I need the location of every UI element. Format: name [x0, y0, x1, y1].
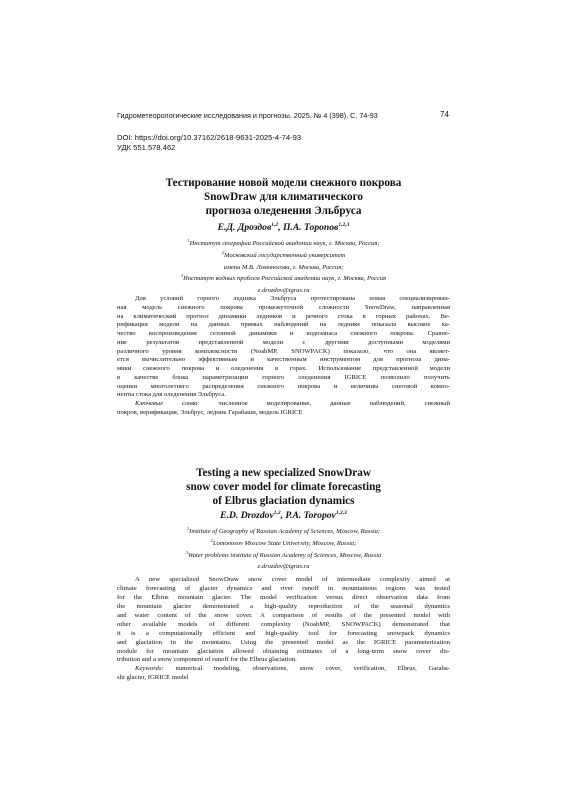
- identifiers: [117, 133, 301, 153]
- abstract-line: ется вычислительно эффективным и качественным инструментом для прогноза дина-: [117, 356, 450, 364]
- author-sup: 1,2: [271, 222, 279, 228]
- affiliation-email: [117, 560, 450, 572]
- author-name: P.A. Toropov: [285, 510, 336, 522]
- abstract-line: module for mountain glaciation allowed obtaining estimates of a long-term snow cover dis-: [117, 647, 450, 655]
- doi-link[interactable]: DOI: https://doi.org/10.37162/2618-9631-2025-4-74-93: [117, 133, 302, 142]
- keywords-line: shi glacier, IGRICE model: [117, 674, 189, 682]
- abstract-line: оценки многолетнего распределения снежного покрова и величины снеговой компо-: [117, 382, 450, 390]
- keywords-label: Ключевые слова:: [135, 400, 200, 407]
- email-link[interactable]: e.drozdov@igras.ru: [257, 287, 310, 295]
- authors-ru: [117, 222, 450, 233]
- affiliation-line: [117, 537, 450, 549]
- abstract-line: ненты стока для оледенения Эльбруса.: [117, 391, 226, 399]
- abstract-line: and glaciation in the mountains. Using the presented model as the IGRICE parameterization: [117, 638, 450, 646]
- abstract-line: climate forecasting of glacier dynamics and river runoff in mountainous regions was tested: [117, 584, 450, 592]
- aff-text: Московский государственный университет: [224, 251, 346, 259]
- abstract-line: на климатический прогноз динамики ледников и речного стока в горных районах. Ве-: [117, 312, 450, 320]
- running-header: Гидрометеорологические исследования и прогнозы. 2025. № 4 (398). С. 74-93: [117, 111, 378, 120]
- title-en-line: snow cover model for climate forecasting: [186, 481, 381, 493]
- author-sup: 1,2: [273, 510, 281, 516]
- abstract-line: различного уровня комплексности (NoahMP, SNOWPACK) показало, что она являет-: [117, 347, 450, 355]
- abstract-line: and water content of the snow cover. A comparison of results of the presented model with: [117, 611, 450, 619]
- affiliation-line: [117, 261, 450, 273]
- title-ru-line: Тестирование новой модели снежного покрова: [165, 177, 402, 189]
- abstract-line: for the Elbrus mountain glacier. The model verification versus direct observation data from: [117, 593, 450, 601]
- abstract-line: чество воспроизведения сезонной динамики и водозапаса снежного покрова. Сравне-: [117, 330, 450, 337]
- keywords-line: покров, верификация, Эльбрус, ледник Гарабаши, модель IGRICE: [117, 408, 303, 416]
- aff-text: Institute of Geography of Russian Academy of Sciences, Moscow, Russia;: [189, 528, 381, 536]
- abstract-line: the mountain glacier demonstrated a high-quality reproduction of the seasonal dynamics: [117, 602, 450, 610]
- page-number: 74: [440, 110, 449, 119]
- abstract-line: A new specialized SnowDraw snow cover model of intermediate complexity aimed at: [135, 576, 450, 583]
- keywords-en: [117, 665, 450, 674]
- udk-code: УДК 551.578.462: [117, 143, 176, 152]
- abstract-line: мики снежного покрова и оледенения в горах. Использование представленной модели: [117, 365, 450, 372]
- author-sep: ,: [280, 510, 286, 522]
- affiliation-line: [117, 272, 450, 284]
- aff-sup: 1: [186, 526, 190, 531]
- abstract-ru: [117, 295, 450, 418]
- abstract-line: в качестве блока параметризации горного оледенения IGRICE позволило получить: [117, 373, 450, 381]
- affiliation-email: [117, 284, 450, 296]
- affiliations-en: [117, 525, 450, 572]
- title-ru: [117, 176, 450, 218]
- title-en-line: Testing a new specialized SnowDraw: [196, 467, 371, 479]
- keywords-text: численное моделирование, данные наблюдений, снежный: [218, 400, 450, 407]
- aff-text: Water problems institute of Russian Academy of Sciences, Moscow, Russia: [187, 551, 382, 559]
- abstract-line: tribution and a snow component of runoff for the Elbrus glaciation.: [117, 656, 297, 664]
- abstract-line: ние результатов представленной модели с другими доступными моделями: [117, 338, 450, 346]
- aff-sup: 2: [221, 249, 225, 255]
- affiliations-ru: [117, 237, 450, 296]
- abstract-line: ная модель снежного покрова промежуточной сложности SnowDraw, направленная: [117, 303, 450, 311]
- keywords-label: Keywords:: [135, 665, 164, 673]
- author-sup: 1,2,3: [338, 222, 350, 228]
- keywords-text: numerical modeling, observations, snow cover, verification, Elbrus, Garaba-: [175, 665, 450, 673]
- author-sep: ,: [278, 222, 283, 234]
- abstract-line: other available models of different complexity (NoahMP, SNOWPACK) demonstrated that: [117, 620, 450, 628]
- abstract-line: рификация модели на данных прямых наблюдений на леднике показала высокое ка-: [117, 321, 450, 329]
- abstract-line: Для условий горного ледника Эльбруса протестирована новая специализирован-: [135, 295, 450, 302]
- affiliation-line: [117, 549, 450, 561]
- aff-text: Институт географии Российской академии наук, г. Москва, Россия;: [189, 240, 380, 248]
- author-name: П.А. Торопов: [282, 222, 339, 234]
- title-ru-line: прогноза оледенения Эльбруса: [205, 205, 362, 217]
- aff-sup: 3: [185, 549, 188, 555]
- author-sup: 1,2,3: [335, 510, 347, 516]
- affiliation-line: [117, 525, 450, 537]
- author-name: E.D. Drozdov: [220, 510, 274, 522]
- authors-en: [117, 510, 450, 521]
- aff-text: Институт водных проблем Российской академии наук, г. Москва, Россия: [183, 275, 387, 283]
- abstract-line: it is a computationally efficient and high-quality tool for forecasting snowpack dynamics: [117, 629, 450, 637]
- email-link[interactable]: e.drozdov@igras.ru: [257, 563, 310, 571]
- affiliation-line: [117, 249, 450, 261]
- title-en: [117, 466, 450, 508]
- title-en-line: of Elbrus glaciation dynamics: [212, 495, 355, 507]
- title-ru-line: SnowDraw для климатического: [203, 191, 364, 203]
- keywords-ru: [117, 400, 450, 409]
- aff-text: Lomonosov Moscow State University, Moscow, Russia;: [212, 539, 357, 547]
- affiliation-line: [117, 237, 450, 249]
- abstract-en: [117, 576, 450, 683]
- author-name: Е.Д. Дроздов: [217, 222, 272, 234]
- aff-sup: 2: [210, 537, 213, 543]
- aff-text: имени М.В. Ломоносова, г. Москва, Россия;: [223, 263, 344, 271]
- aff-sup: 1: [187, 238, 190, 243]
- aff-sup: 3: [180, 273, 184, 279]
